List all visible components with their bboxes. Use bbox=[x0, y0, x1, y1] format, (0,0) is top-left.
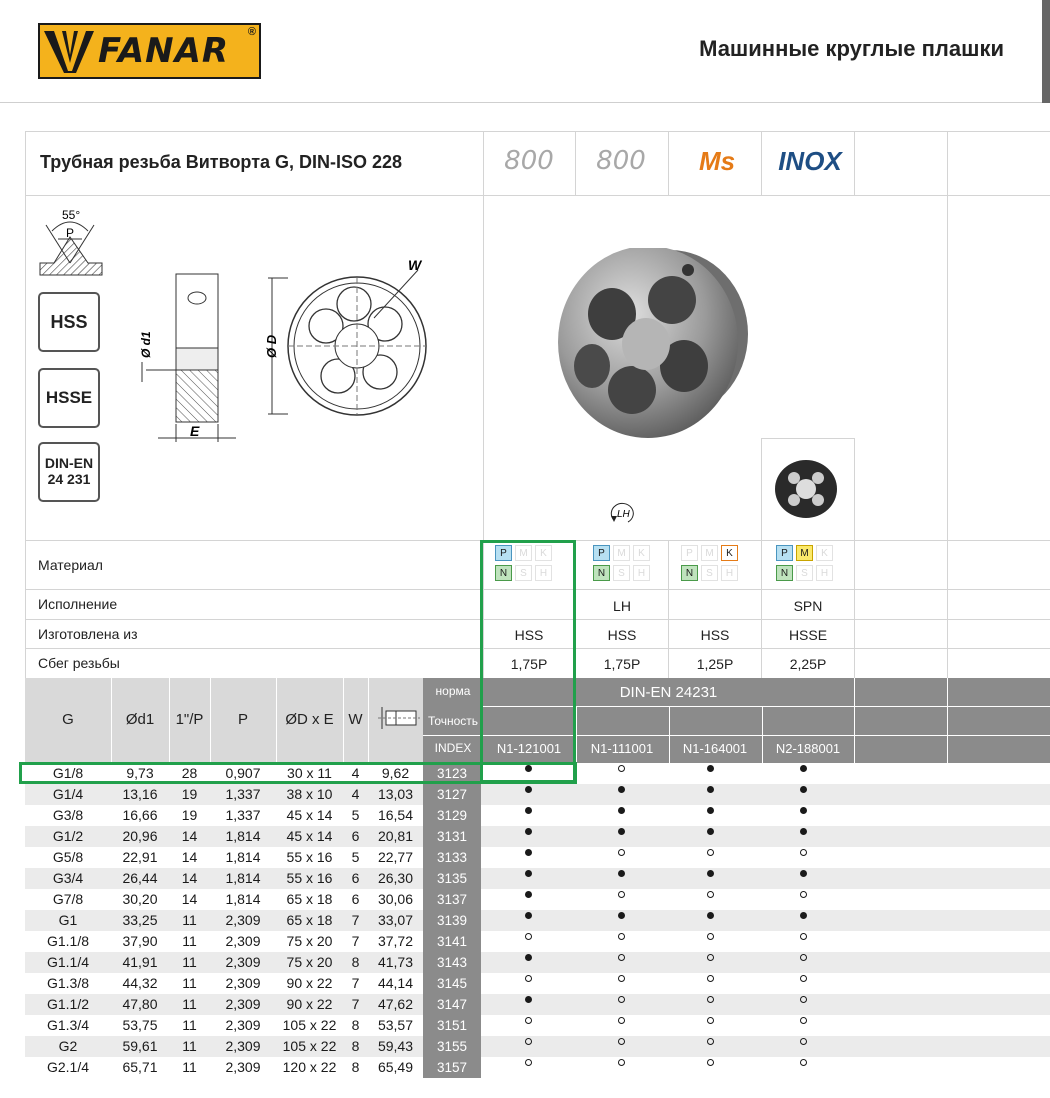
availability-dot-filled bbox=[800, 828, 807, 835]
availability-dot-empty bbox=[525, 933, 532, 940]
cell-g: G1/4 bbox=[52, 786, 84, 802]
cell-p: 2,309 bbox=[225, 996, 261, 1012]
availability-dot-filled bbox=[707, 786, 714, 793]
availability-dot-empty bbox=[525, 1059, 532, 1066]
cell-d: 65,71 bbox=[122, 1059, 158, 1075]
material-s: S bbox=[613, 565, 630, 581]
cell-dxe: 30 x 11 bbox=[287, 765, 332, 781]
availability-dot-filled bbox=[525, 828, 532, 835]
availability-dot-filled bbox=[618, 807, 625, 814]
availability-dot-empty bbox=[618, 1059, 625, 1066]
cell-dxe: 65 x 18 bbox=[286, 891, 333, 907]
availability-dot-empty bbox=[707, 954, 714, 961]
cell-w: 8 bbox=[351, 1059, 360, 1075]
cell-d2: 44,14 bbox=[377, 975, 414, 991]
availability-dot-empty bbox=[800, 1059, 807, 1066]
cell-tpi: 28 bbox=[181, 765, 198, 781]
badge-hss: HSS bbox=[38, 292, 100, 352]
cell-w: 8 bbox=[351, 954, 360, 970]
cell-p: 1,814 bbox=[225, 891, 261, 907]
cell-dxe: 105 x 22 bbox=[282, 1038, 337, 1054]
cell-tpi: 14 bbox=[181, 849, 198, 865]
availability-dot-empty bbox=[800, 975, 807, 982]
cell-g: G1.1/8 bbox=[46, 933, 90, 949]
table-row bbox=[25, 952, 1050, 973]
availability-dot-empty bbox=[707, 975, 714, 982]
section-subtitle: Трубная резьба Витворта G, DIN-ISO 228 bbox=[40, 152, 403, 172]
material-k: K bbox=[535, 545, 552, 561]
page-header bbox=[0, 0, 1050, 103]
cell-index: 3151 bbox=[423, 1015, 481, 1036]
cell-p: 1,814 bbox=[225, 849, 261, 865]
cell-p: 2,309 bbox=[225, 975, 261, 991]
cell-tpi: 11 bbox=[182, 1038, 197, 1054]
availability-dot-empty bbox=[618, 954, 625, 961]
table-row bbox=[25, 1057, 1050, 1078]
availability-dot-filled bbox=[800, 765, 807, 772]
cell-tpi: 11 bbox=[182, 954, 197, 970]
cell-d2: 47,62 bbox=[377, 996, 414, 1012]
material-n: N bbox=[776, 565, 793, 581]
cell-index: 3147 bbox=[423, 994, 481, 1015]
execution-label: Исполнение bbox=[38, 596, 118, 612]
material-s: S bbox=[701, 565, 718, 581]
availability-dot-empty bbox=[618, 933, 625, 940]
edge-bar bbox=[1042, 0, 1050, 103]
cell-d: 30,20 bbox=[122, 891, 158, 907]
table-row bbox=[25, 1015, 1050, 1036]
cell-index: 3123 bbox=[423, 763, 481, 784]
availability-dot-empty bbox=[800, 849, 807, 856]
cell-g: G1/8 bbox=[52, 765, 84, 781]
cell-d: 37,90 bbox=[122, 933, 158, 949]
cell-dxe: 38 x 10 bbox=[286, 786, 333, 802]
availability-dot-empty bbox=[800, 891, 807, 898]
availability-dot-filled bbox=[800, 786, 807, 793]
table-row bbox=[25, 931, 1050, 952]
table-row bbox=[25, 910, 1050, 931]
table-row bbox=[25, 1036, 1050, 1057]
e-label: E bbox=[190, 423, 200, 439]
cell-dxe: 90 x 22 bbox=[286, 996, 333, 1012]
col-header-tpi: 1"/P bbox=[175, 711, 204, 728]
cell-tpi: 14 bbox=[181, 828, 198, 844]
highlight-row bbox=[19, 762, 577, 784]
cell-index: 3145 bbox=[423, 973, 481, 994]
die-product-photo bbox=[552, 248, 762, 448]
cell-index: 3133 bbox=[423, 847, 481, 868]
index-code-4: N2-188001 bbox=[775, 741, 841, 756]
cell-g: G1/2 bbox=[52, 828, 84, 844]
cell-d: 47,80 bbox=[122, 996, 158, 1012]
cell-tpi: 11 bbox=[182, 996, 197, 1012]
availability-dot-filled bbox=[525, 912, 532, 919]
table-row bbox=[25, 994, 1050, 1015]
cell-d: 59,61 bbox=[122, 1038, 158, 1054]
cell-p: 2,309 bbox=[225, 933, 261, 949]
cell-d: 20,96 bbox=[122, 828, 158, 844]
logo-v-icon bbox=[40, 25, 100, 77]
availability-dot-filled bbox=[618, 828, 625, 835]
cell-g: G2 bbox=[58, 1038, 78, 1054]
cell-w: 7 bbox=[351, 996, 360, 1012]
index-code-1: N1-121001 bbox=[496, 741, 562, 756]
cell-tpi: 19 bbox=[181, 807, 198, 823]
angle-label: 55° bbox=[62, 208, 81, 222]
cell-p: 2,309 bbox=[225, 912, 261, 928]
availability-dot-empty bbox=[800, 933, 807, 940]
cell-tpi: 11 bbox=[182, 1017, 197, 1033]
pitch-label: P bbox=[66, 226, 75, 240]
spn-die-photo bbox=[772, 458, 840, 520]
cell-w: 7 bbox=[351, 912, 360, 928]
availability-dot-empty bbox=[707, 849, 714, 856]
made-of-value-1: HSS bbox=[514, 627, 544, 643]
cell-d: 9,73 bbox=[126, 765, 154, 781]
availability-dot-empty bbox=[525, 1038, 532, 1045]
material-m: M bbox=[701, 545, 718, 561]
availability-dot-empty bbox=[618, 849, 625, 856]
cell-d2: 41,73 bbox=[377, 954, 414, 970]
availability-dot-empty bbox=[618, 765, 625, 772]
cell-dxe: 55 x 16 bbox=[286, 849, 333, 865]
availability-dot-empty bbox=[618, 1017, 625, 1024]
norma-label: норма bbox=[435, 684, 471, 698]
cell-d2: 37,72 bbox=[377, 933, 414, 949]
cell-w: 6 bbox=[351, 828, 360, 844]
cell-w: 7 bbox=[351, 975, 360, 991]
cell-w: 4 bbox=[351, 765, 360, 781]
material-n: N bbox=[681, 565, 698, 581]
cell-index: 3155 bbox=[423, 1036, 481, 1057]
runout-value-3: 1,25P bbox=[696, 656, 734, 672]
cell-d2: 20,81 bbox=[377, 828, 414, 844]
availability-dot-filled bbox=[707, 870, 714, 877]
availability-dot-empty bbox=[800, 996, 807, 1003]
cell-tpi: 19 bbox=[181, 786, 198, 802]
cell-p: 0,907 bbox=[225, 765, 261, 781]
material-p: P bbox=[776, 545, 793, 561]
cell-d: 41,91 bbox=[122, 954, 158, 970]
cell-p: 1,337 bbox=[225, 807, 261, 823]
cell-dxe: 75 x 20 bbox=[286, 933, 333, 949]
availability-dot-filled bbox=[618, 786, 625, 793]
material-k: K bbox=[816, 545, 833, 561]
cell-p: 2,309 bbox=[225, 1059, 261, 1075]
availability-dot-empty bbox=[800, 1017, 807, 1024]
cell-dxe: 45 x 14 bbox=[286, 828, 333, 844]
availability-dot-filled bbox=[800, 807, 807, 814]
cell-index: 3131 bbox=[423, 826, 481, 847]
cell-w: 6 bbox=[351, 870, 360, 886]
index-label: INDEX bbox=[434, 741, 472, 755]
availability-dot-filled bbox=[707, 807, 714, 814]
cell-index: 3129 bbox=[423, 805, 481, 826]
cell-w: 4 bbox=[351, 786, 360, 802]
availability-dot-filled bbox=[618, 870, 625, 877]
runout-label: Сбег резьбы bbox=[38, 655, 120, 671]
index-code-2: N1-111001 bbox=[590, 741, 654, 756]
badge-din-en: DIN-EN 24 231 bbox=[38, 442, 100, 502]
norm-value: DIN-EN 24231 bbox=[619, 684, 718, 701]
fanar-logo[interactable] bbox=[38, 23, 261, 79]
cell-d2: 65,49 bbox=[377, 1059, 414, 1075]
cell-dxe: 75 x 20 bbox=[286, 954, 333, 970]
table-row bbox=[25, 826, 1050, 847]
availability-dot-filled bbox=[707, 828, 714, 835]
table-row bbox=[25, 868, 1050, 889]
cell-d2: 13,03 bbox=[377, 786, 414, 802]
material-m: M bbox=[613, 545, 630, 561]
table-row bbox=[25, 805, 1050, 826]
availability-dot-filled bbox=[525, 891, 532, 898]
table-row bbox=[25, 889, 1050, 910]
cell-dxe: 55 x 16 bbox=[286, 870, 333, 886]
material-h: H bbox=[535, 565, 552, 581]
cell-g: G3/4 bbox=[52, 870, 84, 886]
availability-dot-filled bbox=[525, 807, 532, 814]
cell-d: 22,91 bbox=[122, 849, 158, 865]
cell-d: 26,44 bbox=[122, 870, 158, 886]
grade-800-b: 800 bbox=[596, 146, 646, 176]
material-s: S bbox=[515, 565, 532, 581]
left-hand-thread-icon bbox=[608, 500, 640, 526]
thread-profile-icon bbox=[36, 203, 108, 279]
cell-d2: 26,30 bbox=[377, 870, 414, 886]
made-of-value-4: HSSE bbox=[788, 627, 828, 643]
cell-g: G2.1/4 bbox=[46, 1059, 90, 1075]
availability-dot-empty bbox=[707, 996, 714, 1003]
cell-d2: 33,07 bbox=[377, 912, 414, 928]
cell-tpi: 11 bbox=[182, 975, 197, 991]
cell-dxe: 105 x 22 bbox=[282, 1017, 337, 1033]
material-n: N bbox=[495, 565, 512, 581]
cell-g: G7/8 bbox=[52, 891, 84, 907]
table-row bbox=[25, 784, 1050, 805]
availability-dot-empty bbox=[800, 954, 807, 961]
cell-tpi: 14 bbox=[181, 870, 198, 886]
material-p: P bbox=[681, 545, 698, 561]
cell-p: 2,309 bbox=[225, 954, 261, 970]
cell-dxe: 45 x 14 bbox=[286, 807, 333, 823]
cell-w: 8 bbox=[351, 1038, 360, 1054]
cell-d2: 53,57 bbox=[377, 1017, 414, 1033]
material-p: P bbox=[593, 545, 610, 561]
lh-icon-label: LH bbox=[617, 509, 630, 520]
availability-dot-empty bbox=[707, 1038, 714, 1045]
cell-d: 33,25 bbox=[122, 912, 158, 928]
cell-index: 3137 bbox=[423, 889, 481, 910]
material-k: K bbox=[721, 545, 738, 561]
made-of-value-2: HSS bbox=[607, 627, 637, 643]
availability-dot-filled bbox=[800, 870, 807, 877]
col-header-dxe: ØD x E bbox=[285, 711, 334, 728]
availability-dot-empty bbox=[618, 996, 625, 1003]
cell-w: 6 bbox=[351, 891, 360, 907]
availability-dot-empty bbox=[800, 1038, 807, 1045]
availability-dot-empty bbox=[707, 1059, 714, 1066]
cell-g: G5/8 bbox=[52, 849, 84, 865]
cell-p: 1,814 bbox=[225, 828, 261, 844]
col-header-g: G bbox=[62, 711, 74, 728]
availability-dot-filled bbox=[525, 954, 532, 961]
cell-tpi: 11 bbox=[182, 912, 197, 928]
cell-d: 53,75 bbox=[122, 1017, 158, 1033]
material-s: S bbox=[796, 565, 813, 581]
col-header-d1: Ød1 bbox=[125, 711, 155, 728]
runout-value-2: 1,75P bbox=[603, 656, 641, 672]
cell-g: G1.1/4 bbox=[46, 954, 90, 970]
availability-dot-filled bbox=[525, 786, 532, 793]
cell-w: 5 bbox=[351, 849, 360, 865]
table-row bbox=[25, 847, 1050, 868]
cell-index: 3157 bbox=[423, 1057, 481, 1078]
cell-w: 7 bbox=[351, 933, 360, 949]
bore-diameter-icon bbox=[370, 703, 422, 733]
material-group bbox=[593, 545, 655, 583]
cell-dxe: 90 x 22 bbox=[286, 975, 333, 991]
runout-value-4: 2,25P bbox=[789, 656, 827, 672]
die-side-view-drawing bbox=[132, 262, 252, 444]
availability-dot-empty bbox=[618, 1038, 625, 1045]
availability-dot-empty bbox=[525, 975, 532, 982]
cell-d: 13,16 bbox=[122, 786, 158, 802]
execution-value-4: SPN bbox=[793, 598, 823, 614]
highlight-column bbox=[480, 540, 576, 783]
cell-d2: 9,62 bbox=[381, 765, 410, 781]
cell-tpi: 11 bbox=[182, 1059, 197, 1075]
grade-ms: Ms bbox=[698, 146, 736, 176]
material-n: N bbox=[593, 565, 610, 581]
cell-dxe: 120 x 22 bbox=[282, 1059, 337, 1075]
availability-dot-filled bbox=[618, 912, 625, 919]
material-label: Материал bbox=[38, 557, 103, 573]
cell-g: G1.3/8 bbox=[46, 975, 90, 991]
cell-w: 5 bbox=[351, 807, 360, 823]
availability-dot-filled bbox=[525, 849, 532, 856]
material-group bbox=[681, 545, 743, 583]
cell-index: 3127 bbox=[423, 784, 481, 805]
availability-dot-filled bbox=[707, 912, 714, 919]
cell-d2: 30,06 bbox=[377, 891, 414, 907]
grade-800-a: 800 bbox=[504, 146, 554, 176]
availability-dot-empty bbox=[707, 933, 714, 940]
cell-tpi: 11 bbox=[182, 933, 197, 949]
cell-p: 1,814 bbox=[225, 870, 261, 886]
w-label: W bbox=[408, 257, 422, 273]
grade-inox: INOX bbox=[778, 146, 842, 176]
cell-index: 3143 bbox=[423, 952, 481, 973]
cell-dxe: 65 x 18 bbox=[286, 912, 333, 928]
material-h: H bbox=[721, 565, 738, 581]
badge-hsse: HSSE bbox=[38, 368, 100, 428]
cell-tpi: 14 bbox=[181, 891, 198, 907]
table-row bbox=[25, 973, 1050, 994]
cell-index: 3141 bbox=[423, 931, 481, 952]
cell-w: 8 bbox=[351, 1017, 360, 1033]
cell-index: 3139 bbox=[423, 910, 481, 931]
material-h: H bbox=[633, 565, 650, 581]
precision-label: Точность bbox=[427, 714, 479, 728]
runout-value-1: 1,75P bbox=[510, 656, 548, 672]
d-label: Ø D bbox=[264, 334, 279, 358]
cell-g: G1.3/4 bbox=[46, 1017, 90, 1033]
index-code-3: N1-164001 bbox=[682, 741, 748, 756]
d1-label: Ø d1 bbox=[139, 331, 153, 358]
logo-registered-mark: ® bbox=[247, 26, 256, 38]
availability-dot-filled bbox=[800, 912, 807, 919]
availability-dot-empty bbox=[525, 1017, 532, 1024]
availability-dot-empty bbox=[707, 1017, 714, 1024]
material-m: M bbox=[796, 545, 813, 561]
cell-p: 2,309 bbox=[225, 1038, 261, 1054]
availability-dot-empty bbox=[618, 975, 625, 982]
material-h: H bbox=[816, 565, 833, 581]
cell-d: 16,66 bbox=[122, 807, 158, 823]
page-title: Машинные круглые плашки bbox=[699, 36, 1004, 61]
logo-text: FANAR bbox=[98, 31, 230, 71]
material-k: K bbox=[633, 545, 650, 561]
material-p: P bbox=[495, 545, 512, 561]
execution-value-2: LH bbox=[613, 598, 631, 614]
cell-index: 3135 bbox=[423, 868, 481, 889]
cell-p: 2,309 bbox=[225, 1017, 261, 1033]
availability-dot-filled bbox=[525, 996, 532, 1003]
availability-dot-empty bbox=[618, 891, 625, 898]
col-header-p: P bbox=[237, 711, 248, 728]
cell-p: 1,337 bbox=[225, 786, 261, 802]
availability-dot-filled bbox=[525, 870, 532, 877]
cell-d2: 59,43 bbox=[377, 1038, 414, 1054]
cell-d: 44,32 bbox=[122, 975, 158, 991]
availability-dot-empty bbox=[707, 891, 714, 898]
cell-d2: 16,54 bbox=[377, 807, 414, 823]
die-front-view-drawing bbox=[258, 254, 448, 434]
cell-g: G3/8 bbox=[52, 807, 84, 823]
made-of-label: Изготовлена из bbox=[38, 626, 138, 642]
made-of-value-3: HSS bbox=[700, 627, 730, 643]
material-group bbox=[776, 545, 838, 583]
cell-g: G1.1/2 bbox=[46, 996, 90, 1012]
col-header-w: W bbox=[348, 711, 363, 728]
material-m: M bbox=[515, 545, 532, 561]
cell-d2: 22,77 bbox=[377, 849, 414, 865]
availability-dot-filled bbox=[707, 765, 714, 772]
cell-g: G1 bbox=[58, 912, 78, 928]
